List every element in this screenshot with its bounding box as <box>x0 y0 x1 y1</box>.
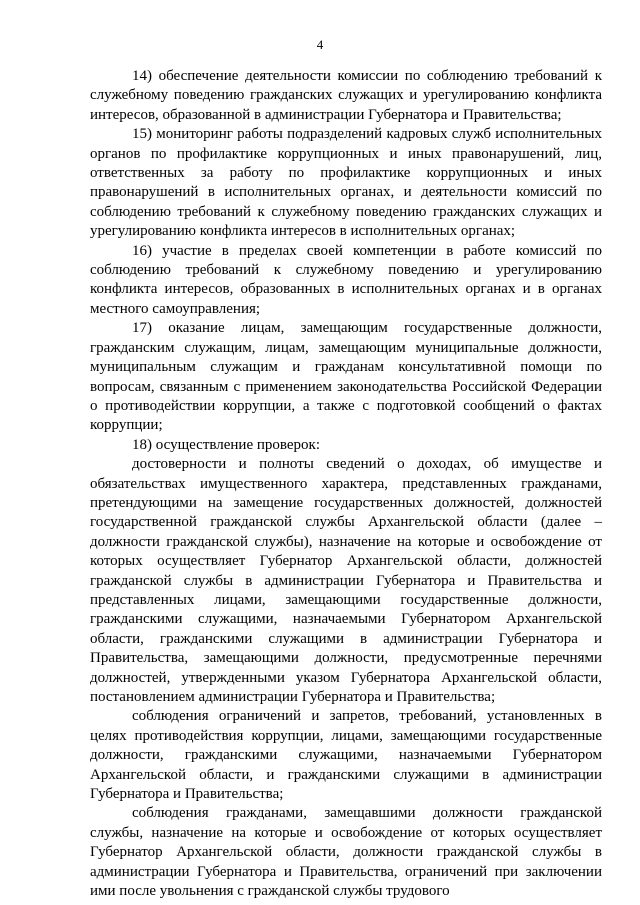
paragraph-check-income-declarations: достоверности и полноты сведений о доходах, об имуществе и обязательствах имущественного характера, представленных гражданами, претендующими на замещение государственных должностей, должностей государственной гражданской службы Архангельской области (далее – должности гражданской службы), назначение на которые и освобождение от которых осуществляет Губернатор Архангельской области, должностей гражданской службы в администрации Губернатора и Правительства и представленных лицами, замещающими государственные должности, гражданскими служащими, назначаемыми Губернатором Архангельской области, гражданскими служащими в администрации Губернатора и Правительства, замещающими должности, предусмотренные перечнями должностей, утвержденными указом Губернатора Архангельской области, постановлением администрации Губернатора и Правительства; <box>90 456 602 705</box>
paragraph-item-16: 16) участие в пределах своей компетенции в работе комиссий по соблюдению требований к служебному поведению и урегулированию конфликта интересов, образованных в исполнительных органах и в органах местного самоуправления; <box>90 242 602 317</box>
page-number: 4 <box>316 37 324 52</box>
paragraph-item-14: 14) обеспечение деятельности комиссии по соблюдению требований к служебному поведению гражданских служащих и урегулированию конфликта интересов, образованной в администрации Губернатора и Правительства; <box>90 68 602 123</box>
paragraph-check-restrictions: соблюдения ограничений и запретов, требований, установленных в целях противодействия коррупции, лицами, замещающими государственные должности, гражданскими служащими, назначаемыми Губернатором Архангельской области, и гражданскими служащими в администрации Губернатора и Правительства; <box>90 708 602 803</box>
document-body <box>90 67 602 901</box>
paragraph-check-former-employees: соблюдения гражданами, замещавшими должности гражданской службы, назначение на которые и освобождение от которых осуществляет Губернатор Архангельской области, должности гражданской службы в администрации Губернатора и Правительства, ограничений при заключении ими после увольнения с гражданской службы трудового <box>90 805 602 900</box>
paragraph-item-18: 18) осуществление проверок: <box>132 436 320 453</box>
paragraph-item-17: 17) оказание лицам, замещающим государственные должности, гражданским служащим, лицам, замещающим муниципальные должности, муниципальным служащим и гражданам консультативной помощи по вопросам, связанным с применением законодательства Российской Федерации о противодействии коррупции, а также с подготовкой сообщений о фактах коррупции; <box>90 320 602 434</box>
paragraph-item-15: 15) мониторинг работы подразделений кадровых служб исполнительных органов по профилактике коррупционных и иных правонарушений, лиц, ответственных за работу по профилактике коррупционных и иных правонарушений в исполнительных органах, и деятельности комиссий по соблюдению требований к служебному поведению гражданских служащих и урегулированию конфликта интересов в исполнительных органах; <box>90 126 602 240</box>
